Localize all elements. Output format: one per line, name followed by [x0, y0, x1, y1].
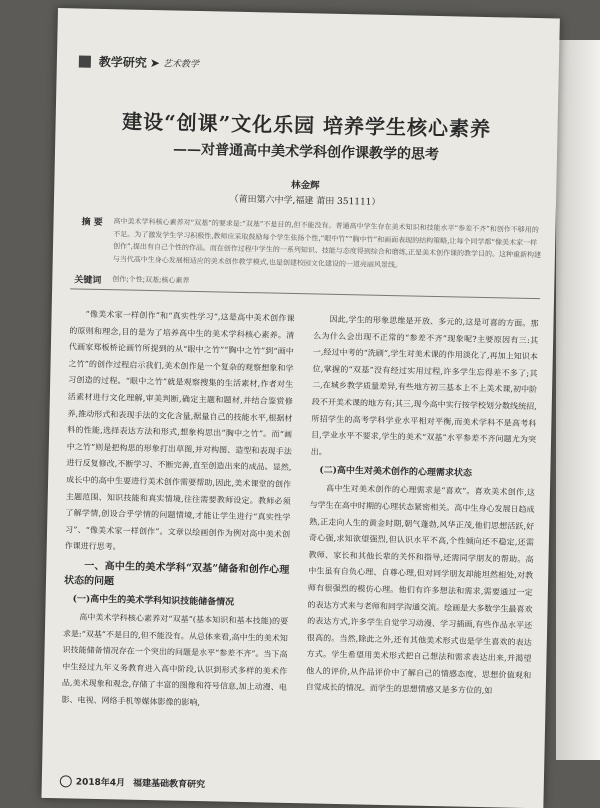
issue-date: 2018年4月: [75, 777, 126, 789]
header-square-icon: [79, 55, 91, 67]
arrow-icon: ➤: [149, 55, 161, 70]
author-affiliation: （莆田第六中学,福建 莆田 351111）: [229, 194, 381, 208]
section-heading: 一、高中生的美术学科“双基”储备和创作心理状态的问题: [63, 560, 290, 588]
paragraph: “像美术家一样创作”和“真实性学习”,这是高中美术创作课的原则和理念,目的是为了培养高中生的美术学科核心素养。清代画家郑板桥论画竹所提到的从“眼中之竹”“胸中之竹”到“画中之竹”的创作过程启示我们,美术创作是一个复杂的观察想象和学习创造的过程。“眼中之竹”就是观察搜集的生活素材,作者对生活素材进行文化理解,审美判断,确定主题和题材,并结合鉴赏修养,推动形式和表现手法的文化含量,据量自己的技能水平,根据材料的性能,选择表达方法和形式,想象构思出“胸中之竹”。而“画中之竹”则是把构思的形象打出草图,并对构图、造型和表现手法进行反复修改,不断学习、不断完善,直至创造出来的成品。显然,成长中的高中生要进行美术创作需要帮助,因此,美术课堂的创作主题范围、知识技能和真实情境,往往需要教师设定。教师必须了解学情,创设合乎学情的问题情境,才能让学生进行“真实性学习”、“像美术家一样创作”。文章以绘画创作为例对高中美术创作课进行思考。: [64, 309, 295, 552]
subsection-heading: (二)高中生对美术创作的心理需求状态: [319, 465, 472, 480]
paragraph: 因此,学生的形象思维是开放、多元的,这是可喜的方面。那么为什么会出现不正常的“参差不齐”现象呢?主要原因有三:其一,经过中考的“洗刷”,学生对美术课的作用淡化了,再加上知识本位,掌握的“双基”没有经过实用过程,许多学生忘得差不多了;其二,在城乡教学质量差异,有些地方初三基本上不上美术课,初中阶段不开美术课的地方有;其三,现今高中实行按学校划分数线统招,所招学生的高考学科学业水平相对平衡,而美术学科不是高考科目,学业水平不要求,学生的美术“双基”水平参差不齐问题尤为突出。: [310, 314, 539, 457]
paragraph: 高中美术学科核心素养对“双基”(基本知识和基本技能)的要求是:“双基”不是目的,但不能没有。从总体来看,高中生的美术知识技能储备情况存在一个突出的问题是水平“参差不齐”。当下高中生经过九年义务教育进入高中阶段,认识到形式多样的美术作品,美术现象和观念,存储了丰富的图像和符号信息,加上动漫、电影、电视、网络手机等媒体影像的影响,: [61, 612, 289, 708]
right-column: [306, 311, 539, 703]
article-subtitle: ——对普通高中美术学科创作课教学的思考: [172, 141, 440, 164]
journal-page: [41, 8, 559, 808]
column-header: [79, 52, 199, 72]
author-name: 林金辉: [290, 179, 320, 192]
article-title: 建设“创课”文化乐园 培养学生核心素养: [121, 109, 492, 142]
abstract-label: 摘 要: [81, 217, 103, 228]
underlying-page-edge: [556, 40, 600, 760]
journal-name: 福建基础教育研究: [132, 778, 206, 791]
keywords-label: 关键词: [74, 275, 102, 286]
page-footer: [60, 774, 206, 790]
divider-line: [70, 288, 540, 299]
subsection-name: 艺术教学: [162, 59, 200, 70]
section-name: 教学研究: [98, 54, 148, 70]
journal-logo-icon: [60, 775, 72, 787]
abstract-text: 高中美术学科核心素养对“双基”的要求是:“双基”不是目的,但不能没有。普通高中学生存在美术知识和技能水平“参差不齐”和创作不够用的不足。为了激发学生学习积极性,教师应采取鼓励每个学生张扬个性,“眼中竹”“胸中竹”和画面表现的结构策略,让每个同学都“像美术家一样创作”,提出有自己个性的作品。而在创作过程中学生的一系列知识、技能与态度得到综合和磨练,正是美术创作课的教学目的。这种重新构建与当代高中生身心发展相适应的美术创作教学模式,也是创建校园文化建设的一道亮丽风景线。: [112, 217, 542, 269]
keywords-text: 创作;个性;双基;核心素养: [112, 275, 190, 285]
subsection-heading: (一)高中生的美术学科知识技能储备情况: [72, 594, 235, 608]
paragraph: 高中生对美术创作的心理需求是“喜欢”。喜欢美术创作,这与学生在高中时期的心理状态紧密相关。高中生身心发展日趋成熟,正走向人生的黄金时期,朝气蓬勃,风华正茂,他们思想活跃,好奇心强,求知欲望强烈,但认识水平不高,个性倾向还不稳定,还需教师、家长和其他长辈的关怀和指导,还需同学朋友的帮助。高中生虽有自负心理、自尊心理,但对同学朋友却能坦然相处,对教师有很强烈的模仿心理。他们有许多想法和需求,需要通过一定的表达方式来与老师和同学沟通交流。绘画是大多数学生最喜欢的表达方式,许多学生自觉学习动漫、学习插画,有些作品水平还很高的。当然,除此之外,还有其他美术形式也是学生喜欢的表达方式。学生希望用美术形式把自己想法和需求表达出来,并渴望他人的评价,从作品评价中了解自己的情感态度、思想价值观和自觉成长的情况。而学生的思想情感又是多方位的,如: [305, 484, 536, 696]
left-column: [61, 306, 294, 715]
